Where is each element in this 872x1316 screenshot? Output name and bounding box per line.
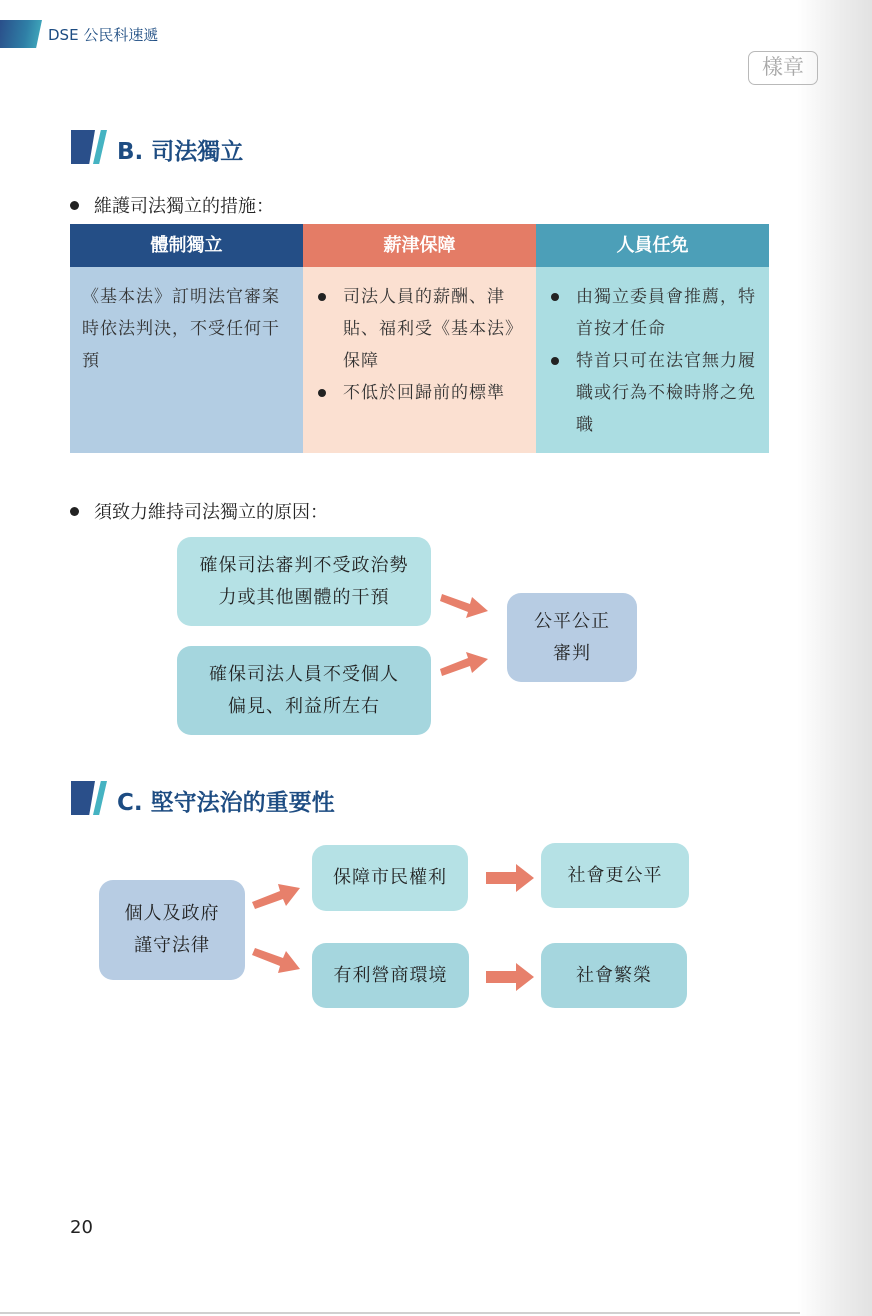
- table-cell-remuneration: [303, 267, 536, 453]
- table-col-appointment: [536, 224, 769, 453]
- table-cell-appointment: [536, 267, 769, 453]
- table-header-remuneration: 薪津保障: [303, 224, 536, 267]
- reason-box-bias: 確保司法人員不受個人偏見、利益所左右: [177, 646, 431, 735]
- bullet-measures-text: 維護司法獨立的措施：: [94, 196, 274, 217]
- section-c-title: C. 堅守法治的重要性: [117, 790, 335, 816]
- arrow-right-up-icon: [252, 878, 302, 914]
- header-accent-bar: [0, 20, 42, 48]
- end-box-fairer-society: 社會更公平: [541, 843, 689, 908]
- bullet-reasons-text: 須致力維持司法獨立的原因：: [94, 502, 328, 523]
- table-cell-institutional: 《基本法》訂明法官審案時依法判決，不受任何干預: [70, 267, 303, 453]
- list-item: 不低於回歸前的標準: [315, 377, 526, 409]
- bullet-reasons: [70, 498, 328, 524]
- arrow-right-up-icon: [440, 650, 490, 686]
- page-bottom-border: [0, 1312, 800, 1314]
- table-col-institutional: [70, 224, 303, 453]
- end-box-prosperous-society: 社會繁榮: [541, 943, 687, 1008]
- mid-box-business-env: 有利營商環境: [312, 943, 469, 1008]
- page-edge-shadow: [797, 0, 872, 1316]
- list-item: 由獨立委員會推薦，特首按才任命: [548, 281, 759, 345]
- arrow-right-down-icon: [252, 944, 302, 980]
- section-c-marker-icon: [71, 781, 111, 815]
- mid-box-citizen-rights: 保障市民權利: [312, 845, 468, 911]
- bullet-dot-icon: [70, 201, 79, 210]
- measures-table: [70, 224, 769, 453]
- section-b-title: B. 司法獨立: [117, 139, 244, 165]
- bullet-measures: [70, 192, 274, 218]
- table-header-institutional: 體制獨立: [70, 224, 303, 267]
- sample-stamp: 樣章: [748, 51, 818, 85]
- header-title: DSE 公民科速遞: [48, 26, 159, 44]
- arrow-right-down-icon: [440, 584, 490, 620]
- reason-box-political: 確保司法審判不受政治勢力或其他團體的干預: [177, 537, 431, 626]
- source-box-obey-law: 個人及政府謹守法律: [99, 880, 245, 980]
- list-item: 特首只可在法官無力履職或行為不檢時將之免職: [548, 345, 759, 441]
- arrow-right-icon: [486, 962, 534, 992]
- bullet-dot-icon: [70, 507, 79, 516]
- list-item: 司法人員的薪酬、津貼、福利受《基本法》保障: [315, 281, 526, 377]
- table-col-remuneration: [303, 224, 536, 453]
- section-b-marker-icon: [71, 130, 111, 164]
- table-header-appointment: 人員任免: [536, 224, 769, 267]
- result-box-fair-trial: 公平公正審判: [507, 593, 637, 682]
- page-number: 20: [70, 1217, 93, 1238]
- arrow-right-icon: [486, 863, 534, 893]
